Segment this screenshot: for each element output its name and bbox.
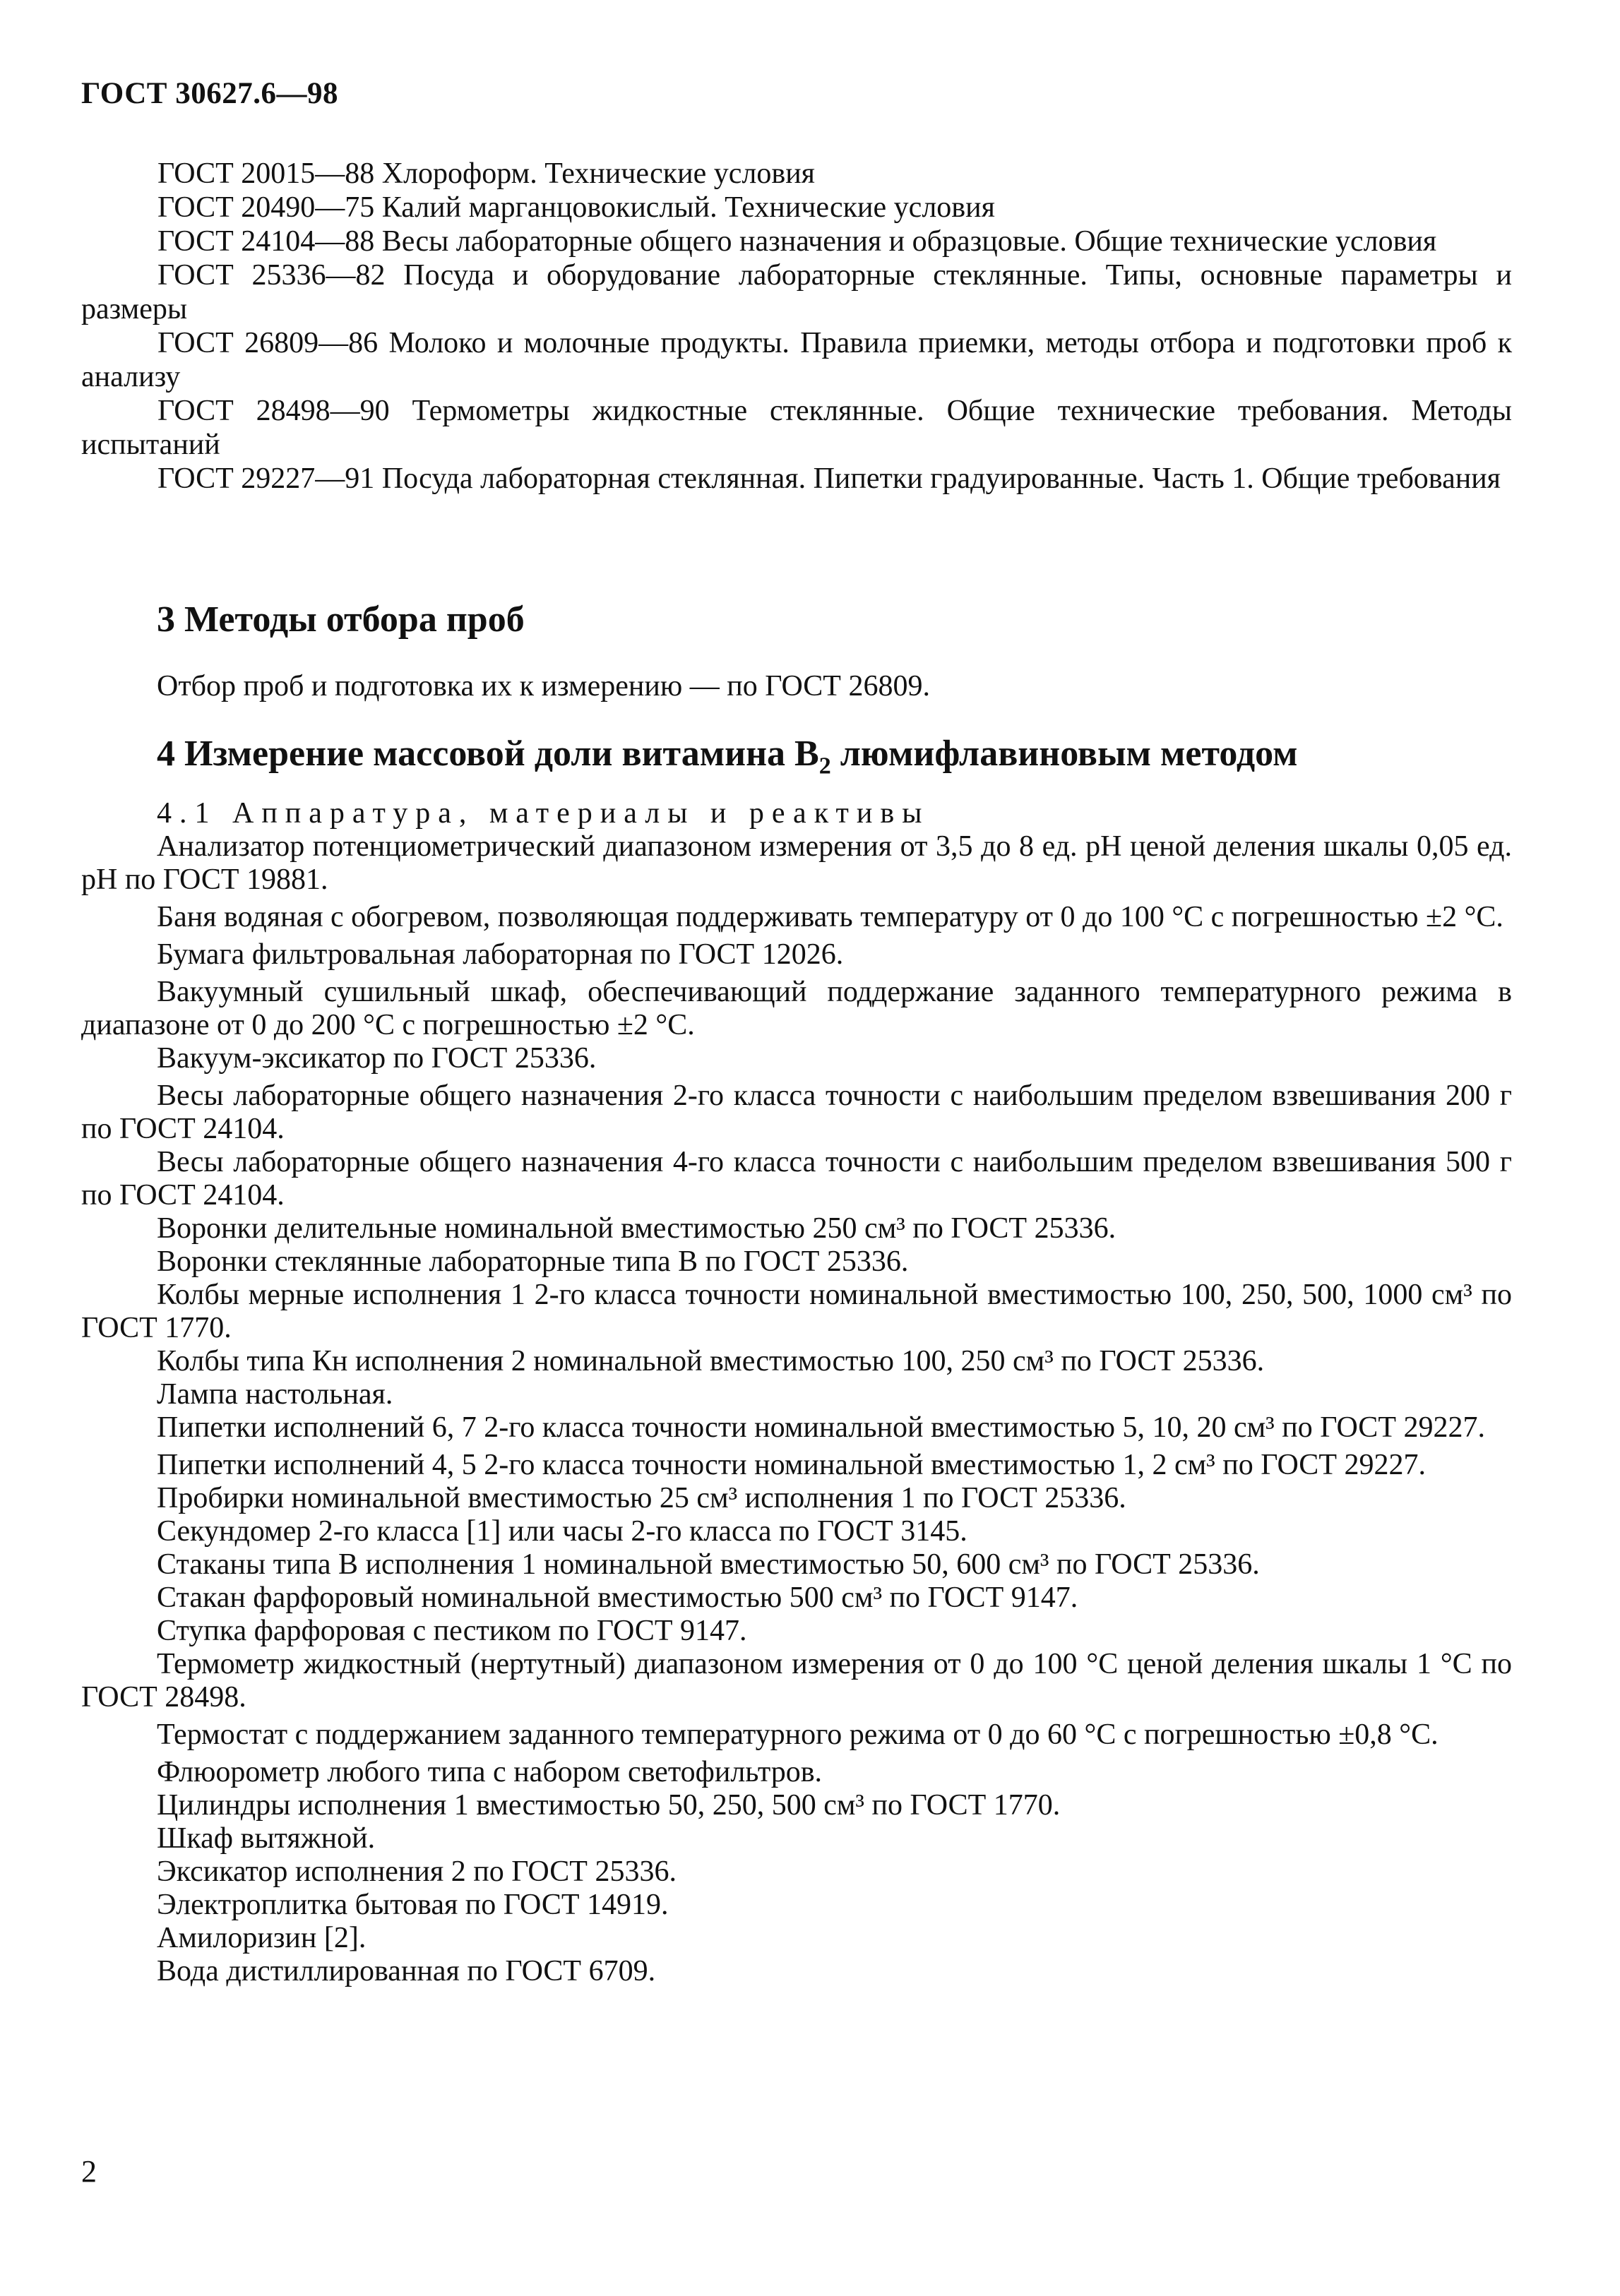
equipment-item: Вода дистиллированная по ГОСТ 6709. xyxy=(157,1955,656,1987)
equipment-item: Термометр жидкостный (нертутный) диапазоном измерения от 0 до 100 °С ценой деления шкалы 1 °С по ГОСТ 28498. xyxy=(81,1648,1512,1714)
references-list xyxy=(81,157,1512,496)
equipment-item: Стаканы типа В исполнения 1 номинальной вместимостью 50, 600 см³ по ГОСТ 25336. xyxy=(157,1548,1260,1581)
equipment-item: Шкаф вытяжной. xyxy=(157,1822,376,1855)
reference-item: ГОСТ 29227—91 Посуда лабораторная стеклянная. Пипетки градуированные. Часть 1. Общие требования xyxy=(157,462,1501,495)
reference-item: ГОСТ 25336—82 Посуда и оборудование лабораторные стеклянные. Типы, основные параметры и размеры xyxy=(81,259,1512,325)
equipment-item: Электроплитка бытовая по ГОСТ 14919. xyxy=(157,1889,669,1921)
equipment-item: Эксикатор исполнения 2 по ГОСТ 25336. xyxy=(157,1855,677,1888)
section-3-heading: 3 Методы отбора проб xyxy=(157,599,525,640)
equipment-item: Секундомер 2-го класса [1] или часы 2-го класса по ГОСТ 3145. xyxy=(157,1515,967,1548)
equipment-item: Весы лабораторные общего назначения 4-го класса точности с наибольшим пределом взвешивания 500 г по ГОСТ 24104. xyxy=(81,1146,1512,1212)
equipment-item: Пипетки исполнений 4, 5 2-го класса точности номинальной вместимостью 1, 2 см³ по ГОСТ 29227. xyxy=(157,1449,1426,1481)
document-header: ГОСТ 30627.6—98 xyxy=(81,77,338,110)
equipment-item: Весы лабораторные общего назначения 2-го класса точности с наибольшим пределом взвешивания 200 г по ГОСТ 24104. xyxy=(81,1080,1512,1145)
section-3-text: Отбор проб и подготовка их к измерению — по ГОСТ 26809. xyxy=(157,670,930,702)
subsection-4-1-heading: 4.1 Аппаратура, материалы и реактивы xyxy=(157,797,930,830)
section-4-heading-subscript: 2 xyxy=(818,753,831,779)
equipment-item: Воронки стеклянные лабораторные типа В по ГОСТ 25336. xyxy=(157,1245,909,1278)
equipment-item: Колбы мерные исполнения 1 2-го класса точности номинальной вместимостью 100, 250, 500, 1000 см³ по ГОСТ 1770. xyxy=(81,1279,1512,1344)
equipment-item: Пробирки номинальной вместимостью 25 см³ исполнения 1 по ГОСТ 25336. xyxy=(157,1482,1126,1514)
equipment-item: Пипетки исполнений 6, 7 2-го класса точности номинальной вместимостью 5, 10, 20 см³ по ГОСТ 29227. xyxy=(157,1411,1485,1444)
reference-item: ГОСТ 28498—90 Термометры жидкостные стеклянные. Общие технические требования. Методы испытаний xyxy=(81,395,1512,461)
section-4-heading-prefix: 4 Измерение массовой доли витамина B xyxy=(157,734,819,774)
equipment-item: Флюорометр любого типа с набором светофильтров. xyxy=(157,1756,823,1788)
equipment-item: Анализатор потенциометрический диапазоном измерения от 3,5 до 8 ед. pH ценой деления шкалы 0,05 ед. pH по ГОСТ 19881. xyxy=(81,830,1512,896)
equipment-item: Цилиндры исполнения 1 вместимостью 50, 250, 500 см³ по ГОСТ 1770. xyxy=(157,1789,1061,1822)
equipment-item: Лампа настольная. xyxy=(157,1378,393,1411)
page-number: 2 xyxy=(81,2154,97,2189)
equipment-list xyxy=(81,830,1512,1988)
reference-item: ГОСТ 20015—88 Хлороформ. Технические условия xyxy=(157,157,815,190)
equipment-item: Стакан фарфоровый номинальной вместимостью 500 см³ по ГОСТ 9147. xyxy=(157,1582,1078,1614)
reference-item: ГОСТ 24104—88 Весы лабораторные общего назначения и образцовые. Общие технические условия xyxy=(157,225,1437,258)
equipment-item: Вакуумный сушильный шкаф, обеспечивающий поддержание заданного температурного режима в диапазоне от 0 до 200 °С с погрешностью ±2 °С. xyxy=(81,976,1512,1041)
equipment-item: Вакуум-эксикатор по ГОСТ 25336. xyxy=(157,1042,597,1075)
reference-item: ГОСТ 20490—75 Калий марганцовокислый. Технические условия xyxy=(157,191,995,224)
section-4-heading xyxy=(157,733,1298,779)
equipment-item: Баня водяная с обогревом, позволяющая поддерживать температуру от 0 до 100 °С с погрешностью ±2 °С. xyxy=(157,901,1503,933)
equipment-item: Воронки делительные номинальной вместимостью 250 см³ по ГОСТ 25336. xyxy=(157,1212,1116,1245)
equipment-item: Термостат с поддержанием заданного температурного режима от 0 до 60 °С с погрешностью ±0,8 °С. xyxy=(157,1718,1439,1751)
section-4-heading-suffix: люмифлавиновым методом xyxy=(830,734,1298,774)
reference-item: ГОСТ 26809—86 Молоко и молочные продукты. Правила приемки, методы отбора и подготовки проб к анализу xyxy=(81,327,1512,393)
equipment-item: Бумага фильтровальная лабораторная по ГОСТ 12026. xyxy=(157,938,844,971)
equipment-item: Ступка фарфоровая с пестиком по ГОСТ 9147. xyxy=(157,1615,747,1647)
equipment-item: Колбы типа Кн исполнения 2 номинальной вместимостью 100, 250 см³ по ГОСТ 25336. xyxy=(157,1345,1265,1377)
equipment-item: Амилоризин [2]. xyxy=(157,1922,367,1954)
